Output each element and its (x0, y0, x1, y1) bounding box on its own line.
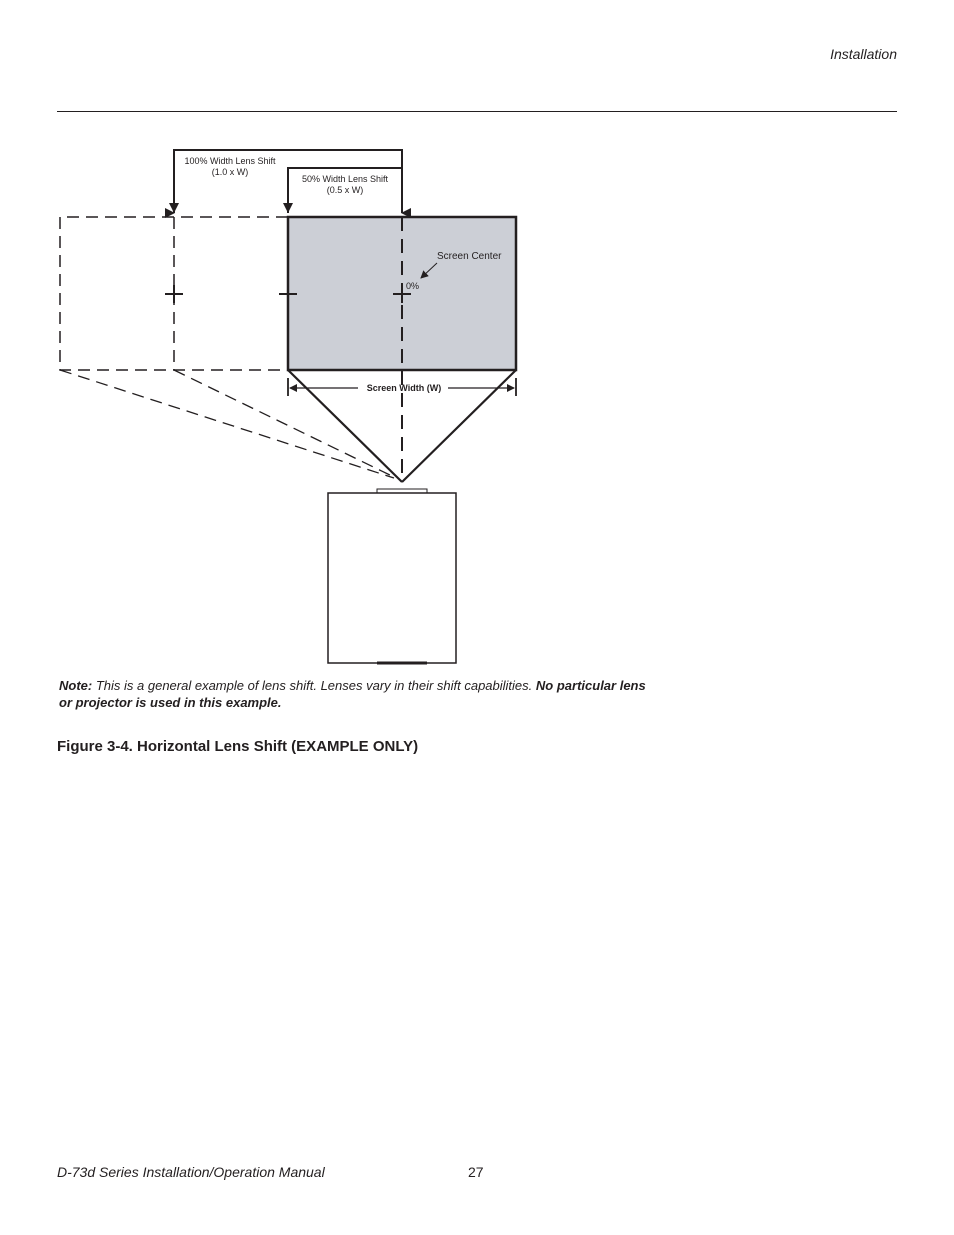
label-shift-50: 50% Width Lens Shift (301, 174, 389, 184)
label-screen-center: Screen Center (437, 251, 502, 262)
arrow-100-head (169, 203, 179, 213)
note-text: This is a general example of lens shift. Lenses vary in their shift capabilities. (95, 678, 533, 693)
label-shift-50-sub: (0.5 x W) (326, 185, 364, 195)
header-rule (57, 111, 897, 112)
lens-shift-diagram (0, 140, 600, 670)
figure-note (59, 677, 659, 711)
shifted-projection-rays (60, 370, 396, 478)
footer-page-number: 27 (468, 1164, 484, 1180)
note-bold-text: No particular lens or projector is used in this example. (59, 678, 646, 710)
label-shift-100-sub: (1.0 x W) (211, 167, 249, 177)
projector (328, 489, 456, 663)
footer-manual-title: D-73d Series Installation/Operation Manual (57, 1164, 325, 1180)
label-zero-percent: 0% (406, 281, 420, 291)
header-section-title: Installation (830, 46, 897, 62)
figure-caption: Figure 3-4. Horizontal Lens Shift (EXAMPLE ONLY) (57, 738, 419, 755)
label-shift-100: 100% Width Lens Shift (184, 156, 276, 166)
arrow-50-head (283, 203, 293, 213)
label-screen-width: Screen Width (W) (366, 383, 442, 393)
note-label: Note: (59, 678, 93, 693)
